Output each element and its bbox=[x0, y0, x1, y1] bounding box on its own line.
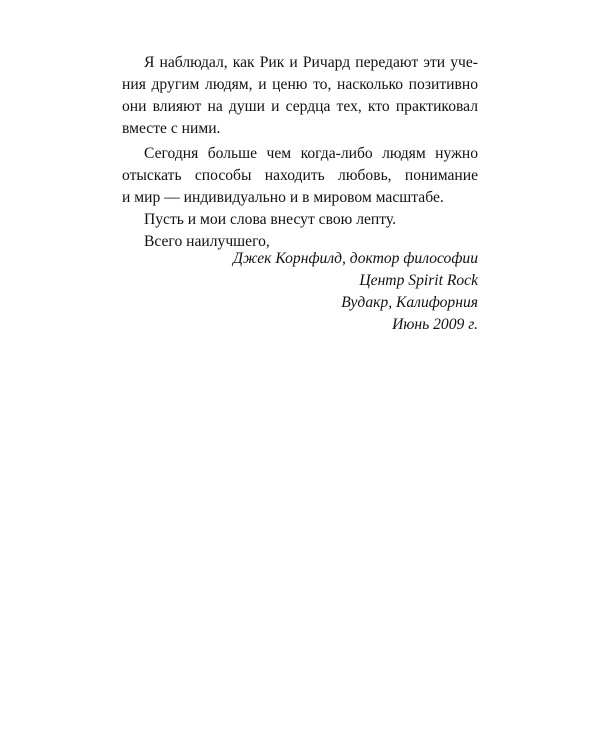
paragraph-2 bbox=[122, 143, 478, 209]
signature-name: Джек Корнфилд, доктор философии bbox=[233, 250, 478, 267]
text-line: Пусть и мои слова внесут свою лепту. bbox=[144, 211, 396, 228]
signature-organization: Центр Spirit Rock bbox=[359, 272, 478, 289]
paragraph-1 bbox=[122, 52, 478, 140]
text-line: ния другим людям, и ценю то, насколько позитивно bbox=[122, 76, 478, 93]
text-line: Сегодня больше чем когда-либо людям нужно bbox=[144, 145, 478, 162]
paragraph-3 bbox=[122, 209, 478, 231]
signature-date: Июнь 2009 г. bbox=[392, 316, 478, 333]
text-line: отыскать способы находить любовь, понимание bbox=[122, 167, 478, 184]
signature-location: Вудакр, Калифорния bbox=[341, 294, 478, 311]
text-line: вместе с ними. bbox=[122, 120, 221, 137]
text-line: Всего наилучшего, bbox=[144, 233, 270, 250]
signature-block bbox=[233, 248, 478, 336]
text-line: Я наблюдал, как Рик и Ричард передают эти уче- bbox=[144, 54, 478, 71]
body-text bbox=[122, 52, 478, 253]
text-line: они влияют на души и сердца тех, кто практиковал bbox=[122, 98, 478, 115]
text-line: и мир — индивидуально и в мировом масштабе. bbox=[122, 189, 444, 206]
